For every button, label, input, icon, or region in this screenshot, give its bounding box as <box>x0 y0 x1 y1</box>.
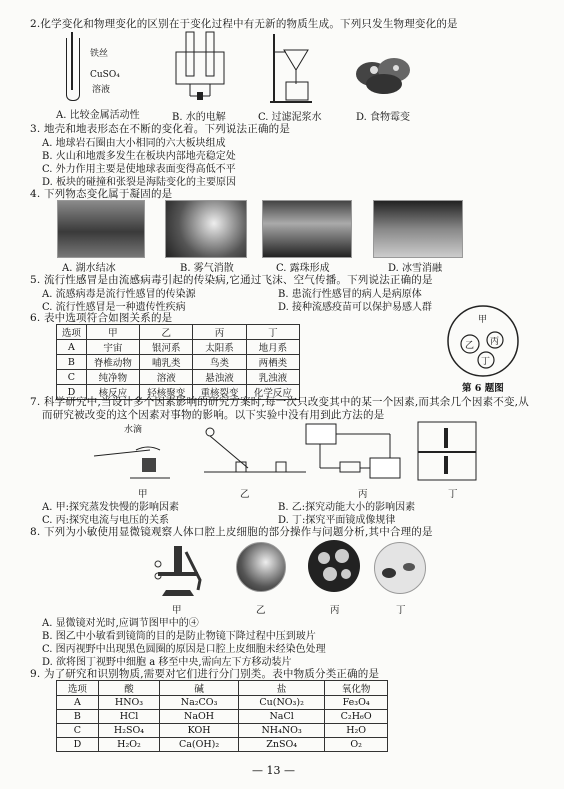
q6-figure-caption: 第 6 题图 <box>462 383 504 394</box>
q7-fig-label-yi: 乙 <box>240 489 250 500</box>
q3-option-a: A. 地球岩石圈由大小相同的六大板块组成 <box>42 138 226 149</box>
table-cell: NaCl <box>238 710 324 724</box>
table-cell: 宇宙 <box>86 340 139 355</box>
diagram-label-ding: 丁 <box>481 357 491 367</box>
q5-option-c: C. 流行性感冒是一种遗传性疾病 <box>42 302 186 313</box>
table-cell: 重核裂变 <box>193 385 246 400</box>
q8-option-c: C. 图丙视野中出现黑色圆圈的原因是口腔上皮细胞未经染色处理 <box>42 644 326 655</box>
table-cell: Fe₃O₄ <box>325 696 388 710</box>
q3-option-c: C. 外力作用主要是使地球表面变得高低不平 <box>42 164 236 175</box>
table-row <box>57 710 388 724</box>
q8-figure-bing <box>308 540 360 592</box>
table-row <box>57 355 300 370</box>
table-cell: C₂H₆O <box>325 710 388 724</box>
q7-figure-jia <box>90 422 190 480</box>
q8-fig-label-jia: 甲 <box>172 605 182 616</box>
table-cell: 地月系 <box>246 340 299 355</box>
electrolysis-icon <box>170 30 230 102</box>
table-header: 盐 <box>238 681 324 696</box>
test-tube <box>66 38 80 101</box>
table-header-row <box>57 325 300 340</box>
q4-option-a: A. 湖水结冰 <box>62 263 116 274</box>
q7-fig-label-bing: 丙 <box>358 489 368 500</box>
q5-option-a: A. 流感病毒是流行性感冒的传染源 <box>42 289 196 300</box>
table-cell: 溶液 <box>140 370 193 385</box>
table-cell: A <box>57 340 87 355</box>
table-row <box>57 340 300 355</box>
table-cell: 化学反应 <box>246 385 299 400</box>
q7-figure-ding <box>414 418 480 484</box>
label-water-drop: 水滴 <box>124 425 143 435</box>
q4-photo-b <box>165 200 247 258</box>
table-header: 选项 <box>57 681 99 696</box>
table-cell: 乳浊液 <box>246 370 299 385</box>
table-cell: Cu(NO₃)₂ <box>238 696 324 710</box>
q3-stem: 3. 地壳和地表形态在不断的变化着。下列说法正确的是 <box>30 123 291 135</box>
table-row <box>57 696 388 710</box>
table-cell: C <box>57 724 99 738</box>
q9-table <box>56 680 388 752</box>
q2-option-c: C. 过滤泥浆水 <box>258 112 322 123</box>
table-cell: 轻核聚变 <box>140 385 193 400</box>
page-number: — 13 — <box>252 764 295 777</box>
table-cell: H₂O <box>325 724 388 738</box>
q4-option-c: C. 露珠形成 <box>276 263 330 274</box>
q7-option-c: C. 丙:探究电流与电压的关系 <box>42 515 170 526</box>
q6-venn-diagram <box>446 304 520 378</box>
table-cell: Na₂CO₃ <box>160 696 239 710</box>
table-cell: 太阳系 <box>193 340 246 355</box>
table-header-row <box>57 681 388 696</box>
table-header: 选项 <box>57 325 87 340</box>
q7-figure-yi <box>200 422 310 480</box>
table-cell: 纯净物 <box>86 370 139 385</box>
table-cell: H₂O₂ <box>98 738 159 752</box>
table-header: 碱 <box>160 681 239 696</box>
table-cell: 脊椎动物 <box>86 355 139 370</box>
q8-fig-label-ding: 丁 <box>396 605 406 616</box>
q8-option-d: D. 欲将图丁视野中细胞 a 移至中央,需向左下方移动装片 <box>42 657 292 668</box>
q7-option-b: B. 乙:探究动能大小的影响因素 <box>278 502 416 513</box>
diagram-label-bing: 丙 <box>490 337 500 347</box>
table-cell: D <box>57 738 99 752</box>
q2-option-a: A. 比较金属活动性 <box>56 110 140 121</box>
q7-option-a: A. 甲:探究蒸发快慢的影响因素 <box>42 502 179 513</box>
table-header: 酸 <box>98 681 159 696</box>
table-header: 乙 <box>140 325 193 340</box>
q3-option-d: D. 板块的碰撞和张裂是海陆变化的主要原因 <box>42 177 237 188</box>
q5-option-b: B. 患流行性感冒的病人是病原体 <box>278 289 422 300</box>
table-cell: 核反应 <box>86 385 139 400</box>
q5-stem: 5. 流行性感冒是由流感病毒引起的传染病,它通过飞沫、空气传播。下列说法正确的是 <box>30 274 433 286</box>
q8-option-a: A. 显微镜对光时,应调节图甲中的④ <box>42 618 199 629</box>
q8-fig-label-bing: 丙 <box>330 605 340 616</box>
filtration-icon <box>266 32 316 104</box>
table-cell: H₂SO₄ <box>98 724 159 738</box>
label-cuso4: CuSO₄ <box>90 70 120 80</box>
table-cell: HCl <box>98 710 159 724</box>
q8-figure-ding <box>374 542 426 594</box>
q5-option-d: D. 接种流感疫苗可以保护易感人群 <box>278 302 433 313</box>
table-cell: C <box>57 370 87 385</box>
q8-option-b: B. 图乙中小敏看到镜筒的目的是防止物镜下降过程中压到玻片 <box>42 631 316 642</box>
table-cell: NH₄NO₃ <box>238 724 324 738</box>
q4-photo-d <box>373 200 463 258</box>
q4-option-b: B. 雾气消散 <box>180 263 234 274</box>
q2-figure-d-moldy-food <box>352 50 416 96</box>
q2-figure-b <box>170 30 230 102</box>
q2-figure-c <box>266 32 316 104</box>
table-cell: NaOH <box>160 710 239 724</box>
table-cell: 悬浊液 <box>193 370 246 385</box>
q4-stem: 4. 下列物态变化属于凝固的是 <box>30 188 173 200</box>
table-row <box>57 370 300 385</box>
diagram-label-jia: 甲 <box>478 315 488 325</box>
table-header: 丁 <box>246 325 299 340</box>
q2-option-b: B. 水的电解 <box>172 112 226 123</box>
q6-stem: 6. 表中选项符合如图关系的是 <box>30 312 173 324</box>
diagram-label-yi: 乙 <box>465 341 475 351</box>
table-cell: 鸟类 <box>193 355 246 370</box>
q7-stem-line1: 7. 科学研究中,当设计多个因素影响的研究方案时,每一次只改变其中的某一个因素,而其余几个因素不变,从 <box>30 396 529 408</box>
table-header: 丙 <box>193 325 246 340</box>
q8-stem: 8. 下列为小敏使用显微镜观察人体口腔上皮细胞的部分操作与问题分析,其中合理的是 <box>30 526 433 538</box>
q4-photo-c <box>262 200 352 258</box>
q7-fig-label-jia: 甲 <box>138 489 148 500</box>
table-cell: 哺乳类 <box>140 355 193 370</box>
table-cell: KOH <box>160 724 239 738</box>
label-iron: 铁丝 <box>90 49 109 59</box>
table-row <box>57 738 388 752</box>
q2-stem: 2.化学变化和物理变化的区别在于变化过程中有无新的物质生成。下列只发生物理变化的是 <box>30 18 458 30</box>
q4-photo-a <box>57 200 145 258</box>
q6-table <box>56 324 300 400</box>
table-header: 甲 <box>86 325 139 340</box>
table-cell: A <box>57 696 99 710</box>
q7-option-d: D. 丁:探究平面镜成像规律 <box>278 515 396 526</box>
table-cell: Ca(OH)₂ <box>160 738 239 752</box>
label-solution: 溶液 <box>92 85 111 95</box>
q2-option-d: D. 食物霉变 <box>356 112 411 123</box>
iron-wire <box>71 32 73 90</box>
table-cell: D <box>57 385 87 400</box>
q8-figure-jia-microscope <box>146 540 210 600</box>
table-cell: 两栖类 <box>246 355 299 370</box>
table-row <box>57 724 388 738</box>
q7-stem-line2: 而研究被改变的这个因素对事物的影响。以下实验中没有用到此方法的是 <box>42 409 385 421</box>
table-cell: HNO₃ <box>98 696 159 710</box>
table-cell: ZnSO₄ <box>238 738 324 752</box>
q9-stem: 9. 为了研究和识别物质,需要对它们进行分门别类。表中物质分类正确的是 <box>30 668 380 680</box>
q7-fig-label-ding: 丁 <box>448 489 458 500</box>
table-cell: B <box>57 355 87 370</box>
q7-figure-bing <box>300 418 410 484</box>
q8-fig-label-yi: 乙 <box>256 605 266 616</box>
table-cell: B <box>57 710 99 724</box>
q2-figure-a <box>58 32 143 106</box>
q3-option-b: B. 火山和地震多发生在板块内部地壳稳定处 <box>42 151 236 162</box>
table-header: 氧化物 <box>325 681 388 696</box>
table-cell: 银河系 <box>140 340 193 355</box>
q8-figure-yi <box>236 542 286 592</box>
q4-option-d: D. 冰雪消融 <box>388 263 443 274</box>
table-cell: O₂ <box>325 738 388 752</box>
